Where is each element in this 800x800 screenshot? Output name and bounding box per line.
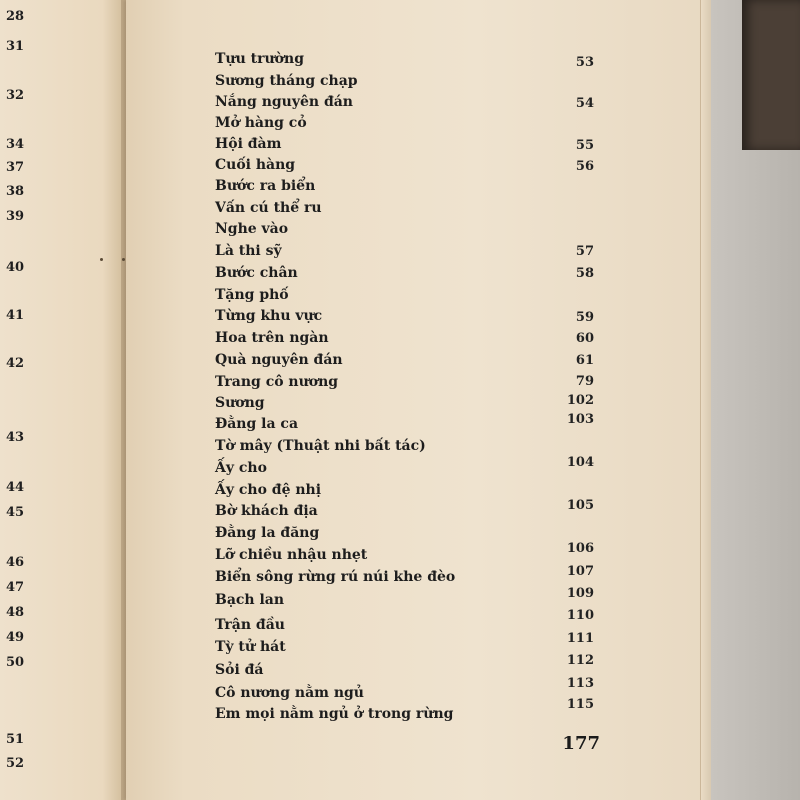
toc-entry-title: Biển sông rừng rú núi khe đèo <box>215 569 456 585</box>
toc-entry-title: Tờ mây (Thuật nhi bất tác) <box>215 438 426 454</box>
toc-entry-title: Cuối hàng <box>215 157 296 173</box>
toc-entry-title: Trang cô nương <box>215 374 339 390</box>
toc-entry-title: Bước chân <box>215 265 298 281</box>
toc-entry-title: Hoa trên ngàn <box>215 330 329 346</box>
toc-entry-title: Mở hàng cỏ <box>215 115 307 131</box>
left-line-number: 43 <box>6 430 25 445</box>
toc-entry-title: Bước ra biển <box>215 178 316 194</box>
toc-entry-page: 115 <box>566 697 594 712</box>
toc-page <box>126 0 710 800</box>
left-line-number: 51 <box>6 732 25 747</box>
left-line-number: 32 <box>6 88 25 103</box>
toc-entry-title: Ấy cho đệ nhị <box>215 482 322 498</box>
left-line-number: 37 <box>6 160 25 175</box>
toc-entry-title: Sỏi đá <box>215 662 264 678</box>
left-line-number: 38 <box>6 184 25 199</box>
toc-entry-title: Lỡ chiều nhậu nhẹt <box>215 547 368 563</box>
toc-entry-title: Từng khu vực <box>215 308 323 324</box>
left-line-number: 34 <box>6 137 25 152</box>
page-number: 177 <box>562 733 600 754</box>
left-line-number: 47 <box>6 580 25 595</box>
toc-entry-page: 57 <box>575 244 594 259</box>
toc-entry-title: Tựu trường <box>215 51 304 67</box>
toc-entry-title: Nghe vào <box>215 221 289 237</box>
left-page <box>0 0 129 800</box>
paper-spot <box>122 258 125 261</box>
toc-entry-title: Trận đầu <box>215 617 285 633</box>
left-line-number: 46 <box>6 555 25 570</box>
background-book <box>742 0 800 150</box>
left-line-number: 50 <box>6 655 25 670</box>
left-line-number: 28 <box>6 9 25 24</box>
toc-entry-title: Đằng la ca <box>215 416 299 432</box>
toc-entry-page: 113 <box>566 676 594 691</box>
toc-entry-page: 102 <box>566 393 594 408</box>
toc-entry-title: Cô nương nằm ngủ <box>215 685 364 701</box>
toc-entry-title: Nắng nguyên đán <box>215 94 353 110</box>
toc-entry-page: 56 <box>575 159 594 174</box>
toc-entry-page: 60 <box>575 331 594 346</box>
toc-entry-page: 107 <box>566 564 594 579</box>
left-line-number: 41 <box>6 308 25 323</box>
toc-entry-page: 61 <box>575 353 594 368</box>
left-line-number: 44 <box>6 480 25 495</box>
toc-entry-page: 79 <box>575 374 594 389</box>
toc-entry-title: Vấn cú thể ru <box>215 200 322 216</box>
left-line-number: 49 <box>6 630 25 645</box>
toc-entry-page: 109 <box>566 586 594 601</box>
toc-entry-title: Quà nguyên đán <box>215 352 343 368</box>
toc-entry-page: 58 <box>575 266 594 281</box>
left-line-number: 39 <box>6 209 25 224</box>
toc-entry-title: Đằng la đăng <box>215 525 320 541</box>
toc-entry-title: Tỳ tử hát <box>215 639 286 655</box>
paper-spot <box>100 258 103 261</box>
toc-entry-title: Bạch lan <box>215 592 285 608</box>
toc-entry-title: Sương tháng chạp <box>215 73 358 89</box>
toc-entry-title: Là thi sỹ <box>215 243 282 259</box>
toc-entry-title: Em mọi nằm ngủ ở trong rừng <box>215 706 454 722</box>
page-edge <box>700 0 711 800</box>
toc-entry-page: 105 <box>566 498 594 513</box>
toc-entry-title: Ấy cho <box>215 460 267 476</box>
toc-entry-page: 53 <box>575 55 594 70</box>
left-line-number: 31 <box>6 39 25 54</box>
toc-entry-page: 54 <box>575 96 594 111</box>
left-line-number: 48 <box>6 605 25 620</box>
toc-entry-title: Hội đàm <box>215 136 282 152</box>
toc-entry-title: Tặng phố <box>215 287 289 303</box>
toc-entry-page: 112 <box>566 653 594 668</box>
toc-entry-page: 106 <box>566 541 594 556</box>
toc-entry-page: 59 <box>575 310 594 325</box>
toc-entry-page: 55 <box>575 138 594 153</box>
toc-entry-page: 104 <box>566 455 594 470</box>
left-line-number: 42 <box>6 356 25 371</box>
toc-entry-page: 103 <box>566 412 594 427</box>
toc-entry-page: 110 <box>566 608 594 623</box>
toc-entry-page: 111 <box>566 631 594 646</box>
left-line-number: 40 <box>6 260 25 275</box>
left-line-number: 45 <box>6 505 25 520</box>
left-line-number: 52 <box>6 756 25 771</box>
toc-entry-title: Bờ khách địa <box>215 503 318 519</box>
toc-entry-title: Sương <box>215 395 265 411</box>
